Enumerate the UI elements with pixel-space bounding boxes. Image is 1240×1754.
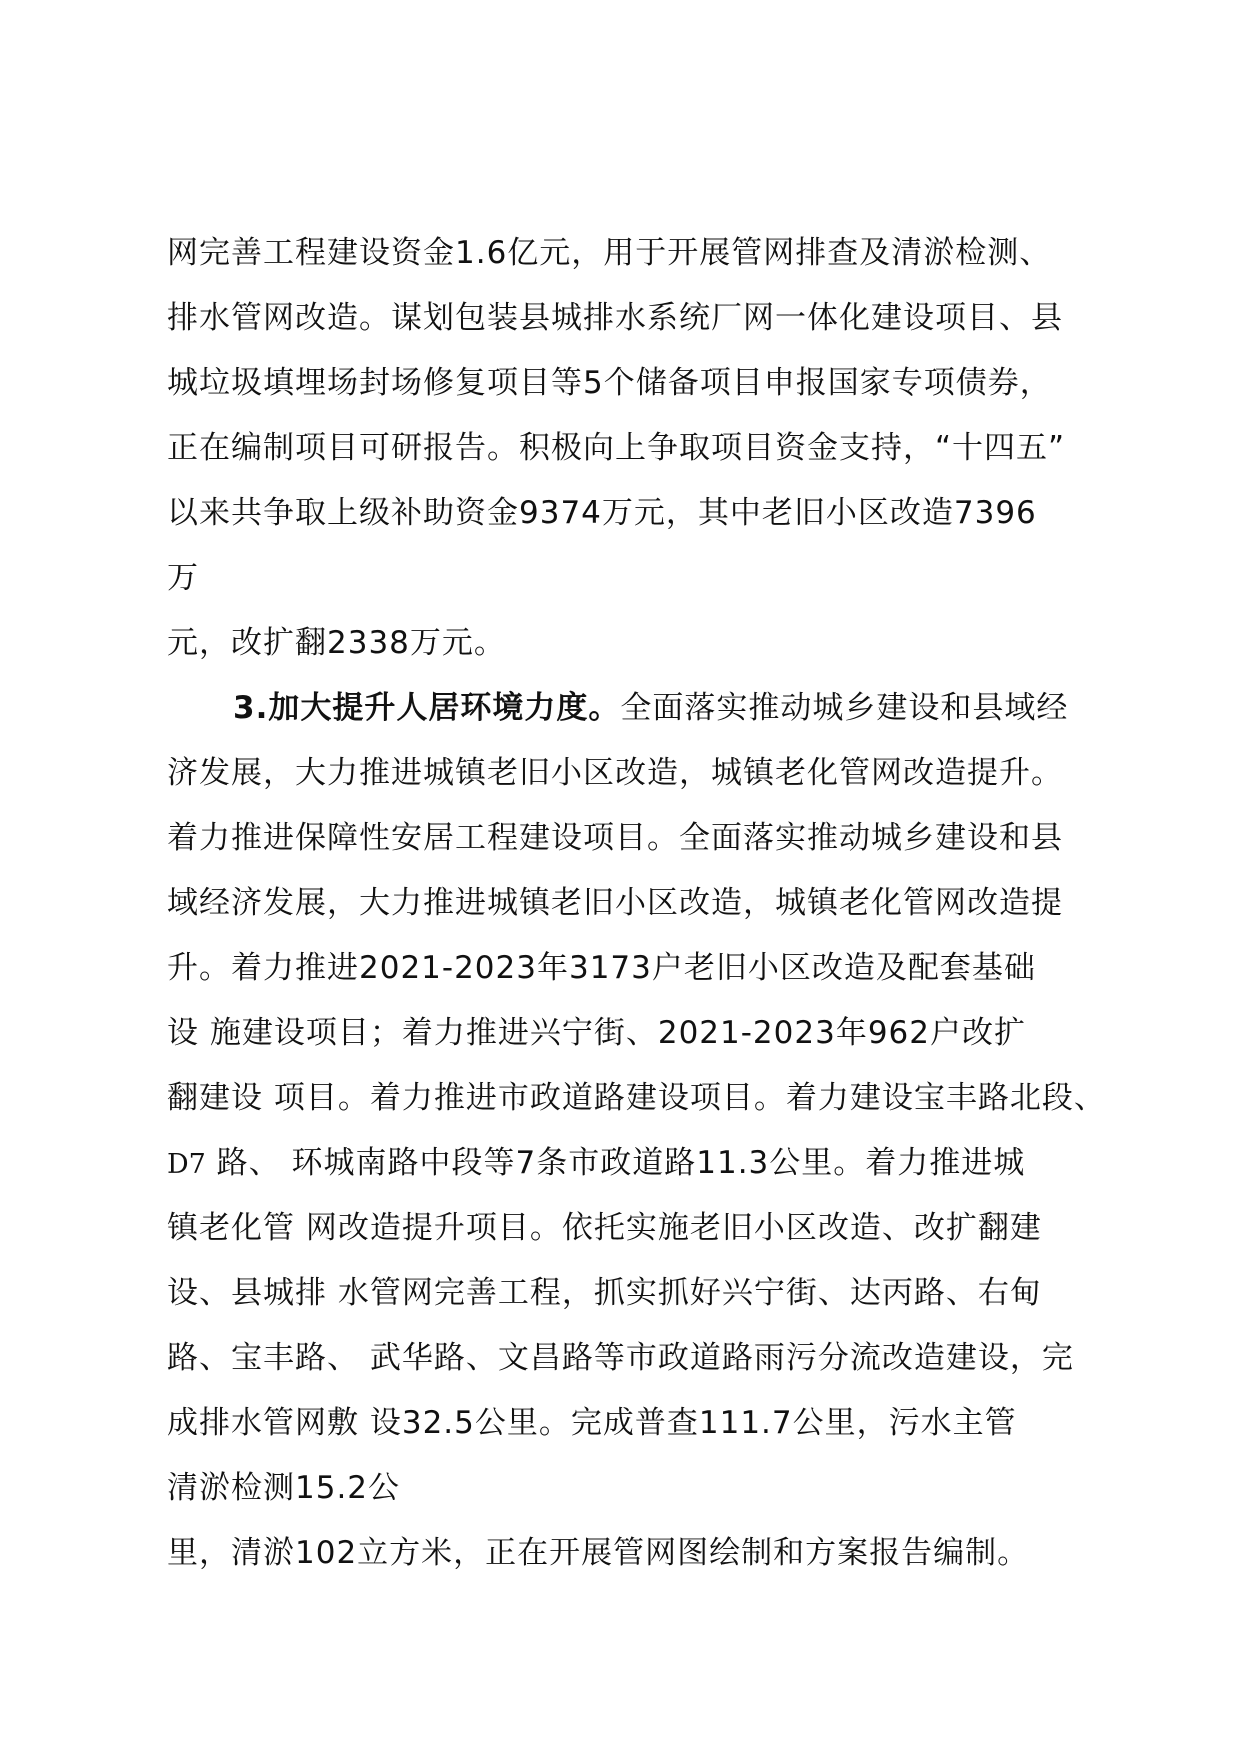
text-line: 城垃圾填埋场封场修复项目等5个储备项目申报国家专项债券， [167,365,1052,401]
text-segment: 全面落实推动城乡建设和县域经 [620,690,1069,726]
text-line: 清淤检测15.2公 [167,1470,401,1506]
text-line: 元，改扩翻2338万元。 [167,625,506,661]
text-line: 以来共争取上级补助资金9374万元，其中老旧小区改造7396 [167,495,1037,531]
text-line: 网完善工程建设资金1.6亿元，用于开展管网排查及清淤检测、 [167,235,1052,271]
text-line: 路、宝丰路、 武华路、文昌路等市政道路雨污分流改造建设，完 [167,1340,1074,1376]
text-line: 设、县城排 水管网完善工程，抓实抓好兴宁街、达丙路、右甸 [167,1275,1042,1311]
text-line [167,1143,1025,1185]
text-segment: D7 [167,1149,206,1180]
text-line: 镇老化管 网改造提升项目。依托实施老旧小区改造、改扩翻建 [167,1210,1042,1246]
text-line: 域经济发展，大力推进城镇老旧小区改造，城镇老化管网改造提 [167,885,1063,921]
text-line: 升。着力推进2021-2023年3173户老旧小区改造及配套基础 [167,950,1036,986]
text-line: 济发展，大力推进城镇老旧小区改造，城镇老化管网改造提升。 [167,755,1063,791]
text-line: 万 [167,560,199,596]
text-line: 着力推进保障性安居工程建设项目。全面落实推动城乡建设和县 [167,820,1063,856]
text-line: 排水管网改造。谋划包装县城排水系统厂网一体化建设项目、县 [167,300,1063,336]
text-line: 设 施建设项目；着力推进兴宁街、2021-2023年962户改扩 [167,1015,1026,1051]
paragraph-heading-line [233,688,1068,728]
text-line: 里，清淤102立方米，正在开展管网图绘制和方案报告编制。 [167,1535,1030,1571]
text-line: 成排水管网敷 设32.5公里。完成普查111.7公里，污水主管 [167,1405,1017,1441]
text-line: 正在编制项目可研报告。积极向上争取项目资金支持，“十四五” [167,430,1066,466]
section-heading: 3.加大提升人居环境力度。 [233,690,621,726]
text-segment: 路、 环城南路中段等7条市政道路11.3公里。着力推进城 [205,1145,1026,1181]
text-line: 翻建设 项目。着力推进市政道路建设项目。着力建设宝丰路北段、 [167,1080,1106,1116]
